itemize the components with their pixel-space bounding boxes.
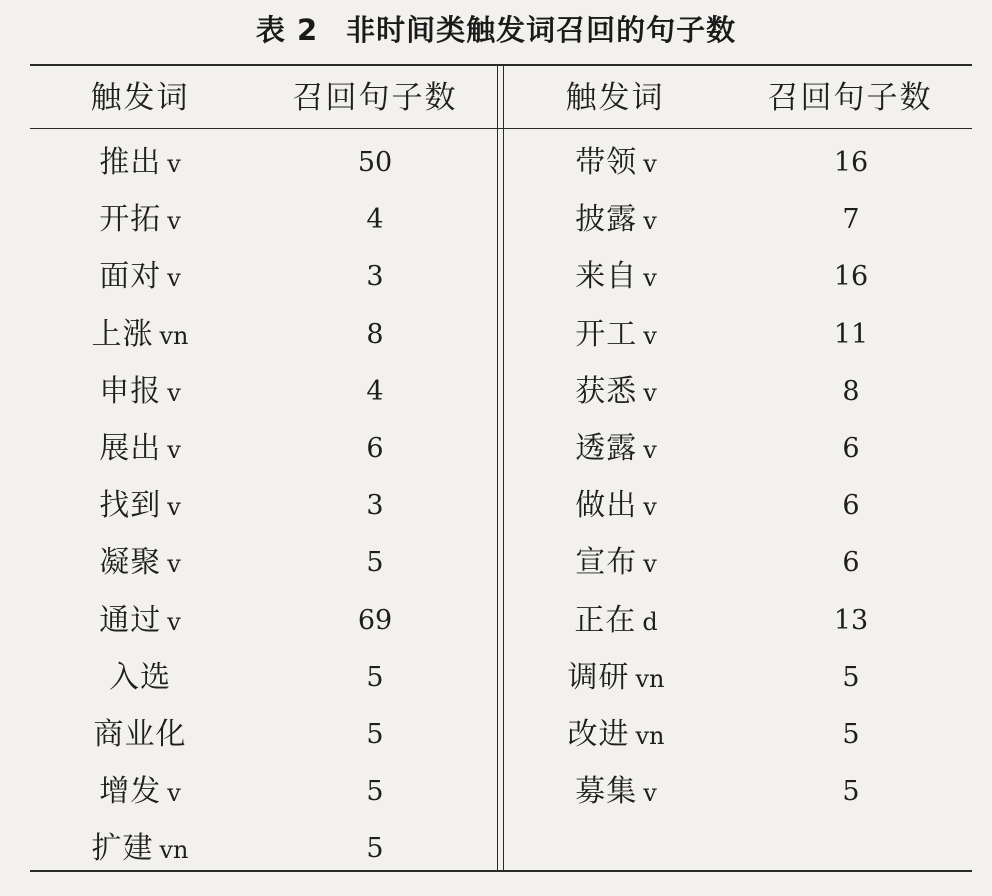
sentence-count-cell: 5 (842, 661, 860, 693)
table-row (30, 534, 496, 591)
sentence-count-cell: 3 (366, 261, 384, 293)
trigger-word-cell (516, 477, 716, 534)
trigger-word-cell (40, 306, 240, 363)
trigger-word-cell (516, 534, 716, 591)
trigger-word: 扩建 (91, 831, 154, 867)
header-sentence-count-left: 召回句子数 (292, 80, 458, 116)
part-of-speech-tag: v (643, 779, 657, 808)
trigger-word-cell (516, 363, 716, 420)
trigger-word: 正在 (574, 602, 637, 638)
sentence-count-cell: 8 (842, 375, 860, 407)
trigger-word: 开工 (575, 316, 638, 352)
trigger-word-cell (40, 706, 240, 763)
part-of-speech-tag: vn (159, 321, 189, 350)
sentence-count-cell: 16 (833, 261, 869, 293)
table-row (506, 134, 972, 191)
trigger-word: 申报 (99, 373, 162, 409)
part-of-speech-tag: v (643, 264, 657, 293)
table-row (506, 248, 972, 305)
trigger-word-cell (40, 649, 240, 706)
trigger-word: 来自 (575, 259, 638, 295)
top-rule (30, 64, 972, 66)
header-rule (30, 128, 972, 129)
table-row (30, 820, 496, 877)
trigger-word-cell (40, 420, 240, 477)
table-number: 表 2 (255, 13, 319, 47)
table-row (30, 649, 496, 706)
part-of-speech-tag: v (643, 550, 657, 579)
trigger-word: 入选 (109, 659, 171, 695)
trigger-word: 凝聚 (99, 545, 162, 581)
header-sentence-count-right: 召回句子数 (767, 80, 933, 116)
trigger-word-cell (516, 420, 716, 477)
table-row (30, 134, 496, 191)
left-column (30, 134, 496, 877)
column-divider-left (497, 64, 498, 872)
trigger-word-cell (516, 306, 716, 363)
table-row (506, 420, 972, 477)
table-row (30, 306, 496, 363)
sentence-count-cell: 8 (366, 318, 384, 350)
sentence-count-cell: 5 (366, 833, 384, 865)
trigger-word: 获悉 (575, 373, 638, 409)
trigger-word: 增发 (99, 774, 162, 810)
trigger-word-cell (516, 763, 716, 820)
sentence-count-cell: 5 (366, 661, 384, 693)
sentence-count-cell: 6 (842, 490, 860, 522)
sentence-count-cell: 5 (366, 776, 384, 808)
trigger-word: 商业化 (93, 716, 187, 752)
trigger-word: 展出 (99, 430, 162, 466)
trigger-word: 改进 (567, 716, 630, 752)
trigger-word-cell (40, 477, 240, 534)
header-trigger-word-right: 触发词 (565, 80, 665, 116)
sentence-count-cell: 5 (366, 547, 384, 579)
trigger-word: 宣布 (575, 545, 638, 581)
trigger-word-cell (40, 592, 240, 649)
table-row (506, 363, 972, 420)
trigger-word-cell (516, 592, 716, 649)
table-row (30, 592, 496, 649)
trigger-word: 透露 (575, 430, 638, 466)
table-title: 非时间类触发词召回的句子数 (346, 13, 737, 47)
part-of-speech-tag: v (167, 264, 181, 293)
column-divider-right (503, 64, 504, 872)
part-of-speech-tag: v (643, 378, 657, 407)
table-row (30, 763, 496, 820)
trigger-word: 披露 (575, 202, 638, 238)
trigger-word-cell (516, 191, 716, 248)
table-row (30, 420, 496, 477)
part-of-speech-tag: v (643, 493, 657, 522)
table-row (506, 706, 972, 763)
header-trigger-word-left: 触发词 (90, 80, 190, 116)
trigger-word-cell (40, 534, 240, 591)
trigger-word-cell (40, 763, 240, 820)
part-of-speech-tag: v (167, 779, 181, 808)
part-of-speech-tag: d (642, 607, 658, 636)
part-of-speech-tag: vn (635, 721, 665, 750)
sentence-count-cell: 7 (842, 204, 860, 236)
table-row (506, 534, 972, 591)
sentence-count-cell: 4 (366, 375, 384, 407)
part-of-speech-tag: v (643, 321, 657, 350)
table-row (506, 763, 972, 820)
part-of-speech-tag: v (643, 435, 657, 464)
trigger-word: 调研 (567, 659, 630, 695)
part-of-speech-tag: vn (635, 664, 665, 693)
table-row (506, 477, 972, 534)
trigger-word: 募集 (575, 774, 638, 810)
part-of-speech-tag: v (167, 150, 181, 178)
sentence-count-cell: 5 (842, 718, 860, 750)
table-row (30, 248, 496, 305)
trigger-word: 做出 (575, 488, 638, 524)
sentence-count-cell: 6 (842, 547, 860, 579)
trigger-word-cell (516, 649, 716, 706)
sentence-count-cell: 4 (366, 204, 384, 236)
table-row (506, 592, 972, 649)
sentence-count-cell: 6 (842, 432, 860, 464)
sentence-count-cell: 50 (357, 147, 393, 178)
trigger-word: 上涨 (91, 316, 154, 352)
trigger-word-cell (40, 363, 240, 420)
trigger-word-cell (516, 706, 716, 763)
trigger-word: 推出 (99, 145, 162, 180)
part-of-speech-tag: v (643, 150, 657, 178)
table-row (30, 706, 496, 763)
trigger-word: 面对 (99, 259, 162, 295)
part-of-speech-tag: v (167, 207, 181, 236)
sentence-count-cell: 13 (833, 604, 869, 636)
trigger-word: 开拓 (99, 202, 162, 238)
sentence-count-cell: 11 (833, 318, 869, 350)
sentence-count-cell: 16 (833, 147, 869, 178)
trigger-word: 带领 (575, 145, 638, 180)
part-of-speech-tag: v (643, 207, 657, 236)
table-caption (0, 8, 992, 49)
trigger-word: 找到 (99, 488, 162, 524)
table-row (506, 191, 972, 248)
trigger-word-cell (516, 134, 716, 191)
part-of-speech-tag: v (167, 435, 181, 464)
trigger-word: 通过 (99, 602, 162, 638)
sentence-count-cell: 5 (366, 718, 384, 750)
part-of-speech-tag: v (167, 550, 181, 579)
sentence-count-cell: 6 (366, 432, 384, 464)
table-row (30, 477, 496, 534)
table-row (30, 191, 496, 248)
part-of-speech-tag: v (167, 493, 181, 522)
sentence-count-cell: 3 (366, 490, 384, 522)
part-of-speech-tag: v (167, 378, 181, 407)
sentence-count-cell: 5 (842, 776, 860, 808)
trigger-word-cell (516, 248, 716, 305)
trigger-word-cell (40, 248, 240, 305)
part-of-speech-tag: vn (159, 836, 189, 865)
table-row (30, 363, 496, 420)
table-row (506, 649, 972, 706)
right-column (506, 134, 972, 820)
sentence-count-cell: 69 (357, 604, 393, 636)
trigger-word-cell (40, 134, 240, 191)
part-of-speech-tag: v (167, 607, 181, 636)
trigger-word-cell (40, 820, 240, 877)
table-row (506, 306, 972, 363)
trigger-word-cell (40, 191, 240, 248)
